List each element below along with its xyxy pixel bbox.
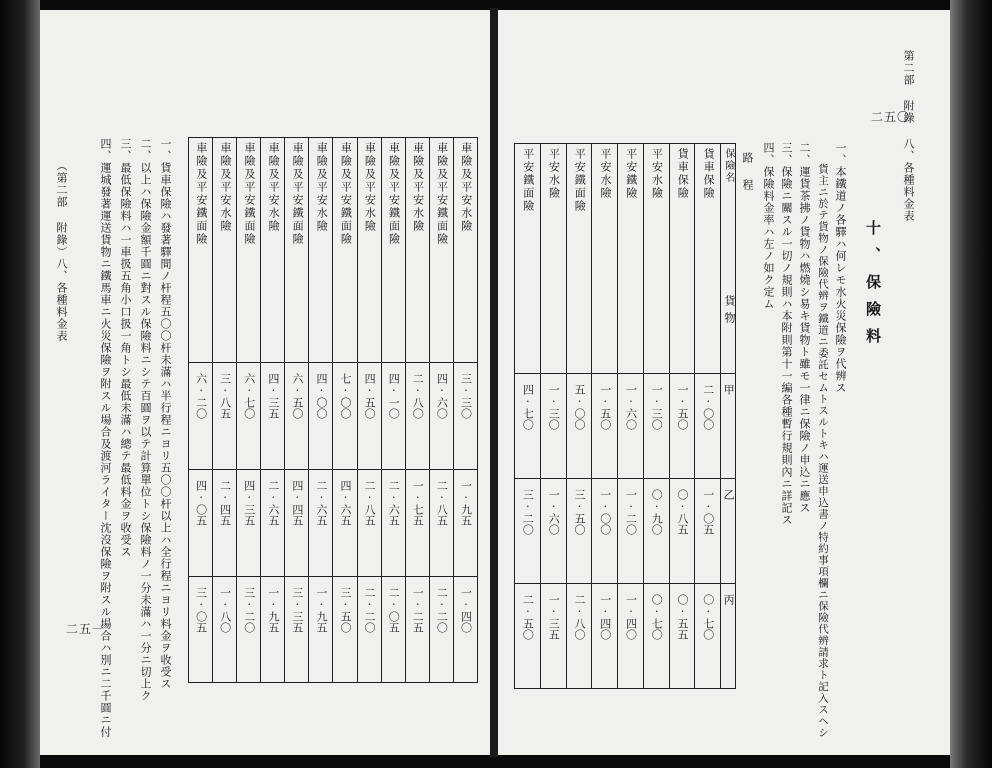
lcell-r2-b: 二·八五 [429, 470, 453, 577]
cell-r2-c: 〇·五五 [669, 584, 695, 689]
note-1-detail: 貨主ニ於テ貨物ノ保險代辨ヲ鐵道ニ委託セムトスルトキハ運送申込書ノ特約事項欄ニ保險代辨請求ト記入スヘシ [817, 152, 829, 739]
cell-r8-type: 平安鐵面險 [515, 144, 541, 374]
lcell-r7-b: 二·六五 [309, 470, 333, 577]
cell-r6-b: 三·五〇 [566, 479, 592, 584]
lcell-r1-a: 三·三〇 [453, 363, 477, 470]
cell-r1-a: 二·〇〇 [695, 374, 721, 479]
cell-r8-a: 四·七〇 [515, 374, 541, 479]
lcell-r3-b: 一·七五 [405, 470, 429, 577]
note-l4: 四、運城發著運送貨物ニ鐵馬車ニ火災保險ヲ附スル場合及渡河ライター沈沒保險ヲ附スル場合ハ別ニ二千圓ニ付 [99, 138, 112, 738]
right-page [498, 10, 950, 755]
right-page-header: 第二部 附錄 八、各種料金表 [902, 50, 915, 222]
left-page-number: 二五一 [66, 622, 106, 636]
note-3: 三、保險ニ關スル一切ノ規則ハ本附則第十一編各種暫行規則內ニ詳記ス [780, 142, 793, 526]
lcell-r7-type: 車險及平安水險 [309, 138, 333, 363]
header-type-col: 保險名 [721, 144, 736, 374]
lcell-r11-a: 三·八五 [213, 363, 237, 470]
cell-r6-type: 平安鐵面險 [566, 144, 592, 374]
cell-r3-b: 〇·九〇 [643, 479, 669, 584]
lcell-r6-type: 車險及平安鐵面險 [333, 138, 357, 363]
note-l3: 三、最低保險料ハ一車扱五角小口扱一角トシ最低未滿ハ總テ最低料金ヲ收受ス [119, 138, 132, 558]
cell-r5-a: 一·五〇 [592, 374, 618, 479]
lcell-r9-type: 車險及平安水險 [261, 138, 285, 363]
lcell-r2-a: 四·六〇 [429, 363, 453, 470]
lcell-r4-type: 車險及平安鐵面險 [381, 138, 405, 363]
lcell-r11-b: 二·四五 [213, 470, 237, 577]
cell-r2-type: 貨車保險 [669, 144, 695, 374]
note-2: 二、運貨茶拂ノ貨物ハ燃燒シ易キ貨物ト雖モ一律ニ保險ノ申込ニ應ス [798, 142, 811, 514]
cell-r1-type: 貨車保險 [695, 144, 721, 374]
book-edge-left [0, 0, 40, 768]
cell-r4-type: 平安鐵險 [618, 144, 644, 374]
cell-r7-a: 一·三〇 [540, 374, 566, 479]
lcell-r10-type: 車險及平安鐵面險 [237, 138, 261, 363]
route-labels [514, 150, 714, 162]
header-grade-b: 乙 [721, 479, 736, 584]
lcell-r12-type: 車險及平安鐵面險 [189, 138, 213, 363]
header-goods: 貨物 [723, 295, 736, 329]
lcell-r8-type: 車險及平安鐵面險 [285, 138, 309, 363]
lcell-r1-c: 一·四〇 [453, 577, 477, 683]
lcell-r9-a: 四·三五 [261, 363, 285, 470]
page-title: 十、保險料 [864, 220, 882, 355]
lcell-r5-type: 車險及平安水險 [357, 138, 381, 363]
book-edge-right [950, 0, 992, 768]
cell-r8-c: 二·五〇 [515, 584, 541, 689]
lcell-r7-c: 一·九五 [309, 577, 333, 683]
note-4: 四、保險料金率ハ左ノ如ク定ム [762, 142, 775, 310]
lcell-r6-a: 七·〇〇 [333, 363, 357, 470]
cell-r7-b: 一·六〇 [540, 479, 566, 584]
cell-r1-c: 〇·七〇 [695, 584, 721, 689]
left-page [40, 10, 490, 755]
header-grade-a: 甲 [721, 374, 736, 479]
cell-r7-type: 平安水險 [540, 144, 566, 374]
cell-r3-c: 〇·七〇 [643, 584, 669, 689]
lcell-r2-c: 二·二〇 [429, 577, 453, 683]
lcell-r9-b: 二·六五 [261, 470, 285, 577]
lcell-r12-c: 三·〇五 [189, 577, 213, 683]
cell-r1-b: 一·〇五 [695, 479, 721, 584]
note-l1: 一、貨車保險ハ發著驛間ノ杆程五〇〇杆未滿ハ半行程ニヨリ五〇〇杆以上ハ全行程ニヨリ料金ヲ收受ス [159, 138, 172, 690]
lcell-r8-a: 六·五〇 [285, 363, 309, 470]
lcell-r8-c: 三·三五 [285, 577, 309, 683]
lcell-r1-type: 車險及平安水險 [453, 138, 477, 363]
right-page-number: 二五〇 [870, 110, 910, 124]
lcell-r4-a: 四·一〇 [381, 363, 405, 470]
lcell-r12-a: 六·二〇 [189, 363, 213, 470]
cell-r4-b: 一·二〇 [618, 479, 644, 584]
lcell-r5-c: 二·二〇 [357, 577, 381, 683]
cell-r8-b: 三·二〇 [515, 479, 541, 584]
header-grade-c: 丙 [721, 584, 736, 689]
cell-r2-b: 〇·八五 [669, 479, 695, 584]
cell-r6-a: 五·〇〇 [566, 374, 592, 479]
lcell-r8-b: 四·四五 [285, 470, 309, 577]
lcell-r4-c: 二·〇五 [381, 577, 405, 683]
lcell-r9-c: 一·九五 [261, 577, 285, 683]
cell-r3-a: 一·三〇 [643, 374, 669, 479]
cell-r4-c: 一·四〇 [618, 584, 644, 689]
note-l2: 二、以上ハ保險金額千圓ニ對スル保險料ニシテ百圓ヲ以テ計算單位トシ保險料ノ一分未滿ハ一分ニ切上ク [139, 138, 152, 702]
lcell-r5-b: 二·八五 [357, 470, 381, 577]
book-spine [490, 8, 498, 758]
lcell-r3-type: 車險及平安水險 [405, 138, 429, 363]
cell-r7-c: 一·三五 [540, 584, 566, 689]
cell-r5-c: 一·四〇 [592, 584, 618, 689]
lcell-r7-a: 四·〇〇 [309, 363, 333, 470]
left-page-footer: （第二部 附錄）八、各種料金表 [55, 160, 68, 342]
lcell-r10-c: 三·二〇 [237, 577, 261, 683]
lcell-r1-b: 一·九五 [453, 470, 477, 577]
cell-r5-type: 平安水險 [592, 144, 618, 374]
lcell-r11-type: 車險及平安水險 [213, 138, 237, 363]
lcell-r6-c: 三·五〇 [333, 577, 357, 683]
insurance-rate-table-right [514, 143, 736, 689]
cell-r3-type: 平安水險 [643, 144, 669, 374]
cell-r5-b: 一·〇〇 [592, 479, 618, 584]
lcell-r4-b: 二·六五 [381, 470, 405, 577]
lcell-r6-b: 四·六五 [333, 470, 357, 577]
left-route-labels [188, 143, 478, 155]
lcell-r3-c: 一·二五 [405, 577, 429, 683]
lcell-r5-a: 四·五〇 [357, 363, 381, 470]
lcell-r2-type: 車險及平安鐵面險 [429, 138, 453, 363]
lcell-r3-a: 二·八〇 [405, 363, 429, 470]
lcell-r11-c: 一·八〇 [213, 577, 237, 683]
cell-r2-a: 一·五〇 [669, 374, 695, 479]
header-route: 路程 [741, 152, 754, 206]
note-1: 一、本鐵道ノ各驛ハ何レモ水火災保險ヲ代辨ス [834, 142, 847, 394]
insurance-rate-table-left [188, 137, 478, 683]
cell-r4-a: 一·六〇 [618, 374, 644, 479]
lcell-r10-b: 四·三五 [237, 470, 261, 577]
lcell-r12-b: 四·〇五 [189, 470, 213, 577]
lcell-r10-a: 六·七〇 [237, 363, 261, 470]
cell-r6-c: 二·八〇 [566, 584, 592, 689]
